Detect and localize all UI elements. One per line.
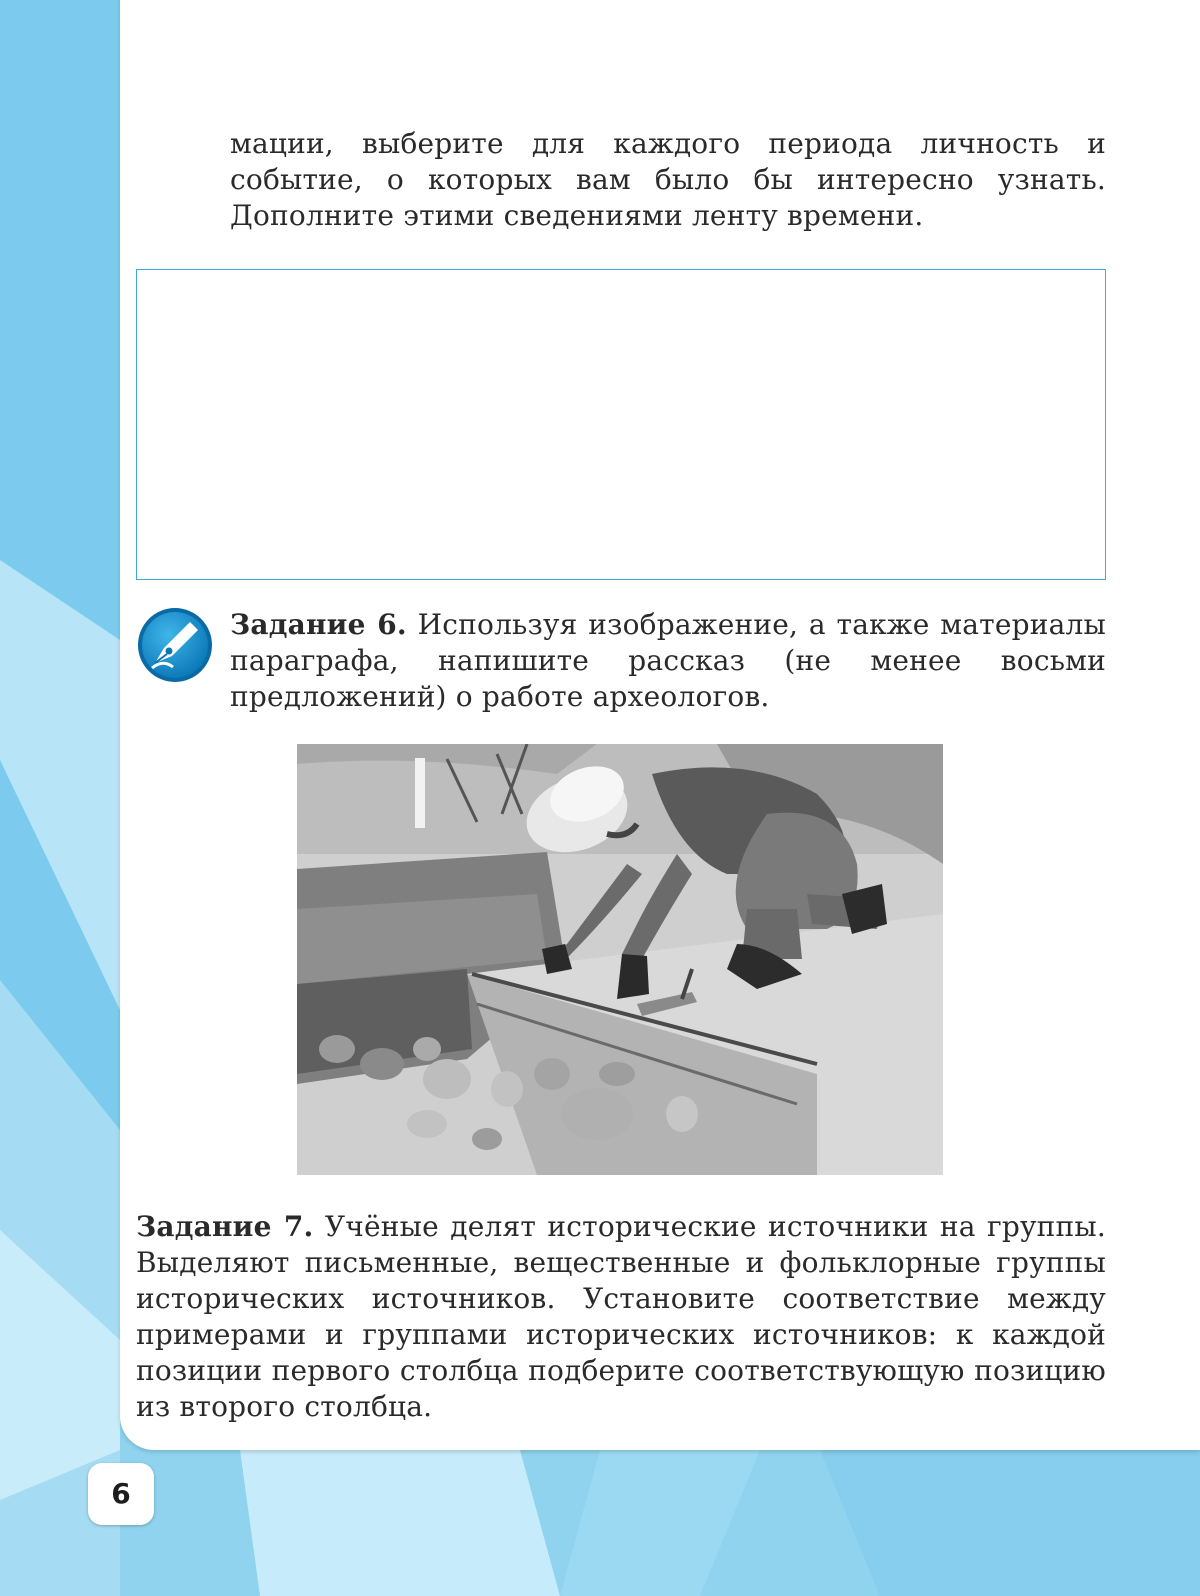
task7-paragraph bbox=[136, 1209, 1106, 1425]
answer-box[interactable] bbox=[136, 269, 1106, 580]
archaeologist-excavation-photo bbox=[297, 744, 943, 1175]
task7-label: Задание 7. bbox=[136, 1210, 314, 1243]
intro-paragraph bbox=[230, 126, 1106, 234]
task6-paragraph bbox=[230, 607, 1106, 715]
intro-text: мации, выберите для каждого периода личность и событие, о которых вам было бы интересно узнать. Дополните этими сведениями ленту времени. bbox=[230, 127, 1106, 232]
task7-text: Учёные делят исторические источники на группы. Выделяют письменные, вещественные и фольклорные группы исторических источников. Установите соответствие между примерами и группами исторических источников: к каждой позиции первого столбца подберите соответствующую позицию из второго столбца. bbox=[136, 1210, 1106, 1423]
task6-label: Задание 6. bbox=[230, 608, 407, 641]
task6-text: Используя изображение, а также материалы параграфа, напишите рассказ (не менее восьми предложений) о работе археологов. bbox=[230, 608, 1106, 713]
page-number: 6 bbox=[88, 1463, 154, 1525]
pen-nib-icon bbox=[137, 607, 213, 683]
